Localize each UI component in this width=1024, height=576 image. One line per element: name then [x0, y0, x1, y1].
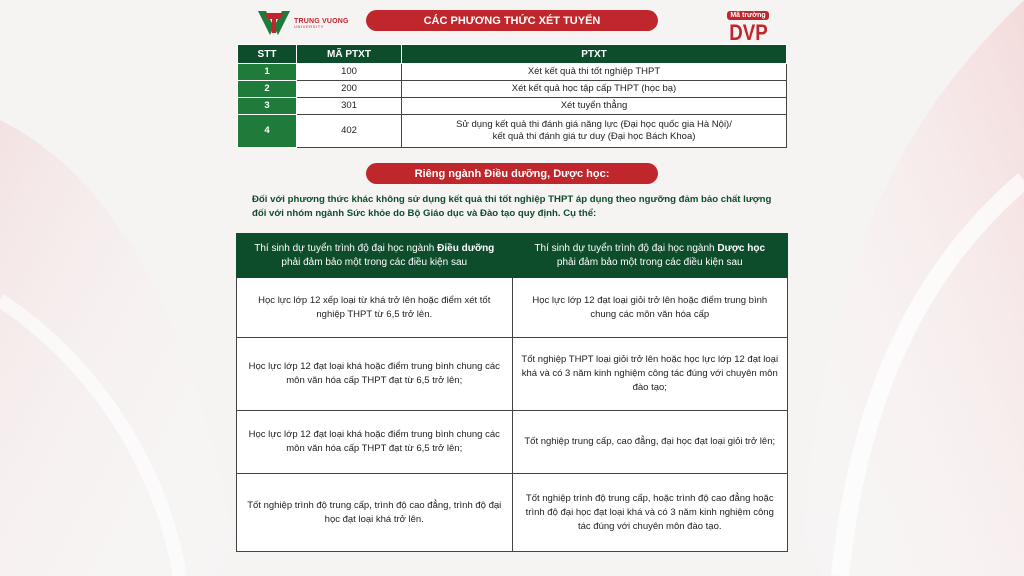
conditions-table [236, 233, 788, 552]
header-major: Dược học [717, 242, 766, 254]
condition-cell: Học lực lớp 12 đạt loại khá hoặc điểm trung bình chung các môn văn hóa cấp THPT đạt từ 6,5 trở lên; [237, 338, 513, 411]
header-stt: STT [238, 45, 297, 64]
method-line: kết quả thi đánh giá tư duy (Đại học Bách Khoa) [492, 131, 696, 142]
condition-cell: Tốt nghiệp THPT loại giỏi trở lên hoặc học lực lớp 12 đạt loại khá và có 3 năm kinh nghiệm công tác đúng với chuyên môn đào tạo; [512, 338, 788, 411]
table-row [237, 474, 788, 552]
condition-cell: Học lực lớp 12 đạt loại khá hoặc điểm trung bình chung các môn văn hóa cấp THPT đạt từ 6,5 trở lên; [237, 411, 513, 474]
school-code-badge [726, 4, 770, 44]
logo-v-icon [256, 9, 292, 37]
logo-name: TRUNG VUONG [294, 17, 349, 25]
stt-cell: 3 [238, 98, 297, 115]
condition-cell: Học lực lớp 12 xếp loại từ khá trở lên hoặc điểm xét tốt nghiệp THPT từ 6,5 trở lên. [237, 278, 513, 338]
code-cell: 200 [297, 81, 402, 98]
method-cell: Xét tuyển thẳng [402, 98, 787, 115]
university-logo [256, 8, 366, 38]
header-method: PTXT [402, 45, 787, 64]
school-code-label: Mã trường [727, 11, 768, 20]
header-pharmacy [512, 234, 788, 278]
table-row [238, 81, 787, 98]
header-prefix: Thí sinh dự tuyển trình độ đại học ngành [254, 242, 438, 254]
stt-cell: 1 [238, 64, 297, 81]
stt-cell: 4 [238, 115, 297, 148]
header-suffix: phải đảm bảo một trong các điều kiện sau [556, 256, 743, 268]
condition-cell: Tốt nghiệp trung cấp, cao đẳng, đại học đạt loại giỏi trở lên; [512, 411, 788, 474]
condition-cell: Tốt nghiệp trình độ trung cấp, trình độ cao đẳng, trình độ đại học đạt loại khá trở lên. [237, 474, 513, 552]
condition-cell: Học lực lớp 12 đạt loại giỏi trở lên hoặc điểm trung bình chung các môn văn hóa cấp [512, 278, 788, 338]
code-cell: 402 [297, 115, 402, 148]
table-row [237, 338, 788, 411]
header-suffix: phải đảm bảo một trong các điều kiện sau [281, 256, 468, 268]
section-note: Đối với phương thức khác không sử dụng kết quả thi tốt nghiệp THPT áp dụng theo ngưỡng đảm bảo chất lượng đối với nhóm ngành Sức khỏe do Bộ Giáo dục và Đào tạo quy định. Cụ thể: [252, 194, 772, 219]
header-nursing [237, 234, 513, 278]
code-cell: 100 [297, 64, 402, 81]
table-row [237, 411, 788, 474]
header-prefix: Thí sinh dự tuyển trình độ đại học ngành [534, 242, 718, 254]
method-cell: Xét kết quả thi tốt nghiệp THPT [402, 64, 787, 81]
table-row [238, 115, 787, 148]
method-cell [402, 115, 787, 148]
header-code: MÃ PTXT [297, 45, 402, 64]
methods-table [237, 44, 787, 148]
page-title: CÁC PHƯƠNG THỨC XÉT TUYỂN [366, 10, 658, 31]
header-major: Điều dưỡng [437, 242, 495, 254]
table-row [238, 64, 787, 81]
logo-sub: UNIVERSITY [294, 23, 325, 29]
method-line: Sử dụng kết quả thi đánh giá năng lực (Đại học quốc gia Hà Nội)/ [456, 119, 732, 130]
table-row [238, 98, 787, 115]
stt-cell: 2 [238, 81, 297, 98]
code-cell: 301 [297, 98, 402, 115]
table-row [237, 278, 788, 338]
school-code: DVP [729, 20, 768, 45]
condition-cell: Tốt nghiệp trình độ trung cấp, hoặc trình độ cao đẳng hoặc trình độ đại học đạt loại khá và có 3 năm kinh nghiệm công tác đúng với chuyên môn đào tạo. [512, 474, 788, 552]
section-title: Riêng ngành Điều dưỡng, Dược học: [366, 163, 658, 184]
method-cell: Xét kết quả học tập cấp THPT (học bạ) [402, 81, 787, 98]
